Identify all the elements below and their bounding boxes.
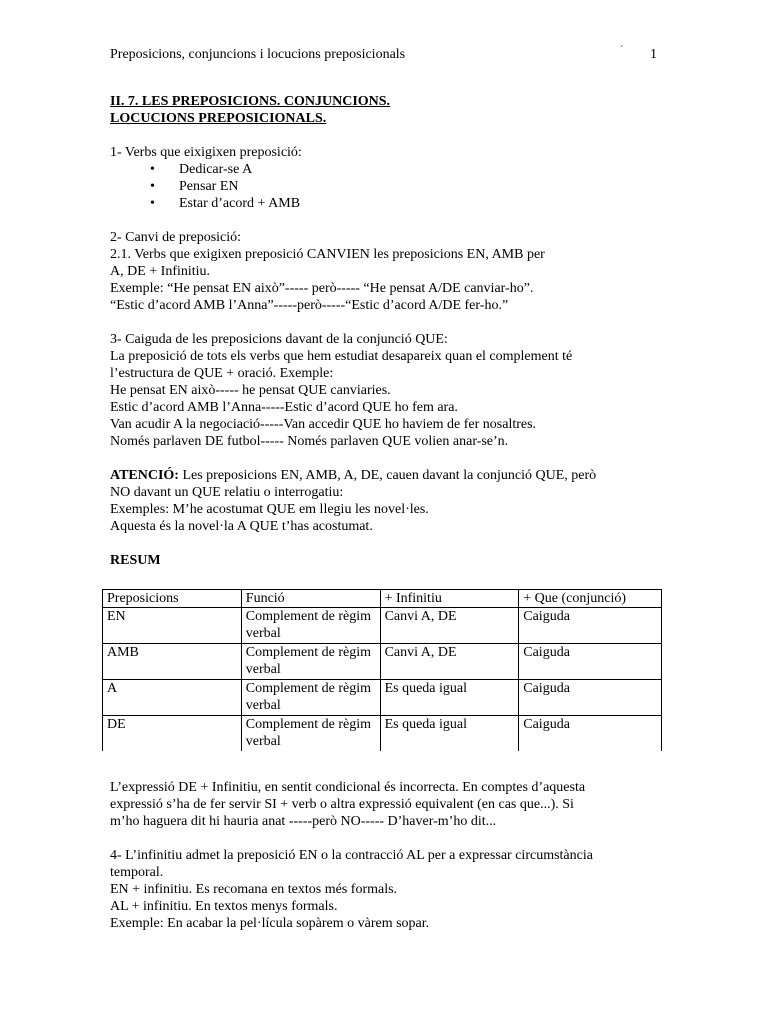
table-cell: Complement de règim verbal <box>241 680 380 716</box>
paragraph-line: L’expressió DE + Infinitiu, en sentit condicional és incorrecta. En comptes d’aquesta <box>110 780 586 795</box>
paragraph-line: Exemples: M’he acostumat QUE em llegiu les novel·les. <box>110 502 429 517</box>
main-heading-line-1: II. 7. LES PREPOSICIONS. CONJUNCIONS. <box>110 94 391 109</box>
table-cell: DE <box>103 716 242 752</box>
paragraph-line: AL + infinitiu. En textos menys formals. <box>110 899 338 914</box>
column-header: Funció <box>241 590 380 608</box>
paragraph-line: Estic d’acord AMB l’Anna-----Estic d’acord QUE ho fem ara. <box>110 400 458 415</box>
attention-text: Les preposicions EN, AMB, A, DE, cauen davant la conjunció QUE, però <box>178 468 597 483</box>
table-header-row <box>103 590 662 608</box>
paragraph-line: 3- Caiguda de les preposicions davant de la conjunció QUE: <box>110 332 448 347</box>
table-row <box>103 644 662 680</box>
paragraph-line: 2.1. Verbs que exigixen preposició CANVIEN les preposicions EN, AMB per <box>110 247 545 262</box>
header-mark: ´ <box>620 45 624 56</box>
after-table-content <box>110 779 670 932</box>
table-cell: Complement de règim verbal <box>241 716 380 752</box>
table-row <box>103 608 662 644</box>
table-cell: Caiguda <box>519 644 662 680</box>
table-cell: Es queda igual <box>380 680 519 716</box>
paragraph-line: Exemple: En acabar la pel·lícula sopàrem o vàrem sopar. <box>110 916 430 931</box>
column-header: Preposicions <box>103 590 242 608</box>
list-item: • Pensar EN <box>150 178 670 195</box>
attention-line <box>110 467 670 484</box>
list-item: • Estar d’acord + AMB <box>150 195 670 212</box>
paragraph-line: “Estic d’acord AMB l’Anna”-----però-----“Estic d’acord A/DE fer-ho.” <box>110 298 509 313</box>
paragraph-line: EN + infinitiu. Es recomana en textos més formals. <box>110 882 398 897</box>
table-cell: Caiguda <box>519 608 662 644</box>
paragraph-line: l’estructura de QUE + oració. Exemple: <box>110 366 334 381</box>
paragraph-line: Només parlaven DE futbol----- Només parlaven QUE volien anar-se’n. <box>110 434 509 449</box>
table-cell: A <box>103 680 242 716</box>
document-body <box>110 93 670 569</box>
section-1 <box>110 144 670 212</box>
table-cell: AMB <box>103 644 242 680</box>
section-1-title: 1- Verbs que eixigixen preposició: <box>110 145 302 160</box>
summary-table <box>102 589 662 751</box>
paragraph-line: La preposició de tots els verbs que hem estudiat desapareix quan el complement té <box>110 349 573 364</box>
section-2 <box>110 229 670 314</box>
main-heading-line-2: LOCUCIONS PREPOSICIONALS. <box>110 111 327 126</box>
paragraph-line: 4- L’infinitiu admet la preposició EN o la contracció AL per a expressar circumstància <box>110 848 593 863</box>
list-item: • Dedicar-se A <box>150 161 670 178</box>
paragraph-line: A, DE + Infinitiu. <box>110 264 211 279</box>
paragraph-line: temporal. <box>110 865 164 880</box>
table-cell: Es queda igual <box>380 716 519 752</box>
paragraph-line: expressió s’ha de fer servir SI + verb o altra expressió equivalent (en cas que...). Si <box>110 797 574 812</box>
paragraph-line: m’ho haguera dit hi hauria anat -----però NO----- D’haver-m’ho dit... <box>110 814 497 829</box>
table-cell: Complement de règim verbal <box>241 608 380 644</box>
resum-heading: RESUM <box>110 553 161 568</box>
paragraph-line: He pensat EN això----- he pensat QUE canviaries. <box>110 383 391 398</box>
section-4 <box>110 847 670 932</box>
table-cell: Caiguda <box>519 680 662 716</box>
table-cell: Canvi A, DE <box>380 608 519 644</box>
table-row <box>103 716 662 752</box>
column-header: + Que (conjunció) <box>519 590 662 608</box>
table-cell: Canvi A, DE <box>380 644 519 680</box>
section-1-list <box>110 161 670 212</box>
table-row <box>103 680 662 716</box>
paragraph-line: Van acudir A la negociació-----Van accedir QUE ho haviem de fer nosaltres. <box>110 417 537 432</box>
header-title: Preposicions, conjuncions i locucions preposicionals <box>110 47 406 62</box>
column-header: + Infinitiu <box>380 590 519 608</box>
table-cell: Caiguda <box>519 716 662 752</box>
table-cell: EN <box>103 608 242 644</box>
conditional-note <box>110 779 670 830</box>
section-3 <box>110 331 670 450</box>
page-number: 1 <box>650 47 657 62</box>
paragraph-line: 2- Canvi de preposició: <box>110 230 242 245</box>
paragraph-line: Exemple: “He pensat EN això”----- però----- “He pensat A/DE canviar-ho”. <box>110 281 534 296</box>
attention-note <box>110 467 670 535</box>
attention-label: ATENCIÓ: <box>110 468 179 483</box>
paragraph-line: Aquesta és la novel·la A QUE t’has acostumat. <box>110 519 373 534</box>
paragraph-line: NO davant un QUE relatiu o interrogatiu: <box>110 485 344 500</box>
table-cell: Complement de règim verbal <box>241 644 380 680</box>
